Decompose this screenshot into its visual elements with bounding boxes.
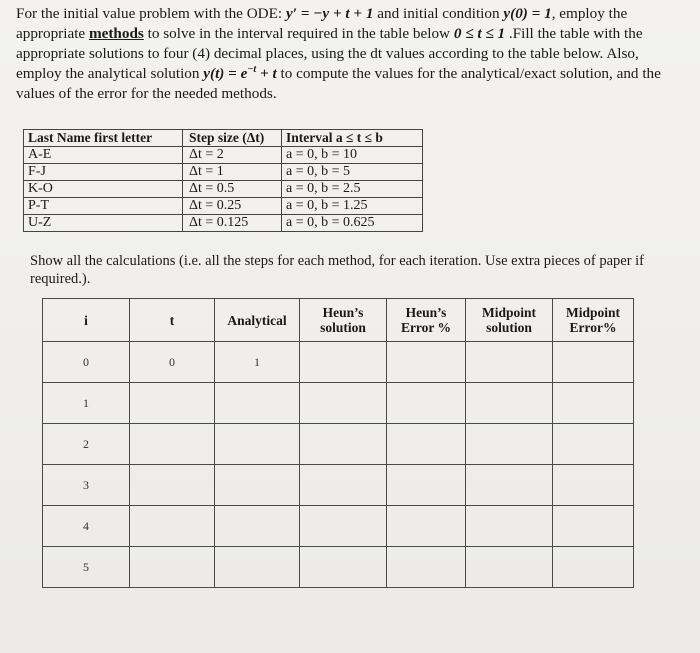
header-last-name: Last Name first letter xyxy=(24,130,183,147)
header-midpoint-solution xyxy=(466,299,553,342)
cell-i: 1 xyxy=(43,383,130,424)
header-interval: Interval a ≤ t ≤ b xyxy=(282,130,423,147)
header-i: i xyxy=(43,299,130,342)
cell-midpoint-solution xyxy=(466,383,553,424)
cell-heun-solution xyxy=(300,465,387,506)
intro-text-5: .Fill the table with the appropriate solutions to four (4) decimal places, using the dt values according to the table below. Also, employ the analytical solution xyxy=(16,25,643,82)
letter-range: U-Z xyxy=(24,215,183,232)
header-heun-solution xyxy=(300,299,387,342)
cell-i: 0 xyxy=(43,342,130,383)
cell-i: 5 xyxy=(43,547,130,588)
problem-statement xyxy=(16,4,676,104)
cell-heun-error xyxy=(387,383,466,424)
cell-heun-solution xyxy=(300,506,387,547)
letter-range: A-E xyxy=(24,147,183,164)
cell-midpoint-error xyxy=(553,383,634,424)
cell-heun-error xyxy=(387,342,466,383)
cell-i: 3 xyxy=(43,465,130,506)
cell-analytical xyxy=(215,506,300,547)
cell-analytical xyxy=(215,383,300,424)
cell-heun-solution xyxy=(300,342,387,383)
cell-t xyxy=(130,383,215,424)
cell-heun-error xyxy=(387,506,466,547)
ode-equation: y′ = −y + t + 1 xyxy=(285,5,374,22)
cell-t xyxy=(130,506,215,547)
cell-t: 0 xyxy=(130,342,215,383)
cell-t xyxy=(130,547,215,588)
table-row xyxy=(43,506,634,547)
cell-heun-solution xyxy=(300,383,387,424)
analytical-solution xyxy=(203,65,276,82)
interval: a = 0, b = 10 xyxy=(282,147,423,164)
header-step-size: Step size (Δt) xyxy=(183,130,282,147)
cell-midpoint-error xyxy=(553,506,634,547)
intro-text-3: , employ the appropriate xyxy=(16,5,628,42)
interval: a = 0, b = 0.625 xyxy=(282,215,423,232)
initial-condition: y(0) = 1 xyxy=(503,5,552,22)
intro-text-4: to solve in the interval required in the table below xyxy=(143,25,454,42)
cell-i: 4 xyxy=(43,506,130,547)
header-midpoint-error-line1: Midpoint xyxy=(565,305,620,320)
intro-text-2: and initial condition xyxy=(373,5,504,22)
cell-t xyxy=(130,465,215,506)
header-midpoint-error-line2: Error% xyxy=(569,320,617,335)
table-row xyxy=(24,147,423,164)
table-row xyxy=(43,383,634,424)
cell-midpoint-solution xyxy=(466,547,553,588)
letter-range: F-J xyxy=(24,164,183,181)
step-size: Δt = 1 xyxy=(183,164,282,181)
cell-midpoint-solution xyxy=(466,465,553,506)
cell-midpoint-error xyxy=(553,547,634,588)
table-row xyxy=(24,181,423,198)
step-size: Δt = 0.25 xyxy=(183,198,282,215)
intro-text-1: For the initial value problem with the ODE: xyxy=(16,5,286,22)
letter-range: P-T xyxy=(24,198,183,215)
header-heun-error-line1: Heun’s xyxy=(405,305,447,320)
cell-analytical xyxy=(215,465,300,506)
header-heun-line2: solution xyxy=(320,320,366,335)
letter-range: K-O xyxy=(24,181,183,198)
header-analytical: Analytical xyxy=(215,299,300,342)
solution-rhs: + t xyxy=(256,65,277,82)
interval-expression: 0 ≤ t ≤ 1 xyxy=(453,25,506,42)
header-midpoint-line1: Midpoint xyxy=(481,305,536,320)
step-size: Δt = 0.125 xyxy=(183,215,282,232)
solution-lhs: y(t) = e xyxy=(203,65,248,82)
table-row xyxy=(43,342,634,383)
methods-word: methods xyxy=(88,25,144,42)
cell-t xyxy=(130,424,215,465)
instructions-text: Show all the calculations (i.e. all the steps for each method, for each iteration. Use extra pieces of paper if required.). xyxy=(30,253,644,287)
cell-midpoint-error xyxy=(553,342,634,383)
step-size-header-row xyxy=(24,130,423,147)
cell-midpoint-error xyxy=(553,465,634,506)
header-midpoint-line2: solution xyxy=(486,320,532,335)
cell-analytical xyxy=(215,424,300,465)
header-midpoint-error xyxy=(553,299,634,342)
cell-heun-solution xyxy=(300,424,387,465)
solution-exponent: −t xyxy=(247,63,257,75)
cell-midpoint-solution xyxy=(466,506,553,547)
header-heun-error xyxy=(387,299,466,342)
table-row xyxy=(24,198,423,215)
cell-heun-solution xyxy=(300,547,387,588)
table-row xyxy=(24,164,423,181)
table-row xyxy=(24,215,423,232)
step-size: Δt = 0.5 xyxy=(183,181,282,198)
header-heun-error-line2: Error % xyxy=(400,320,452,335)
header-heun-line1: Heun’s xyxy=(322,305,364,320)
table-row xyxy=(43,465,634,506)
interval: a = 0, b = 1.25 xyxy=(282,198,423,215)
cell-i: 2 xyxy=(43,424,130,465)
interval: a = 0, b = 5 xyxy=(282,164,423,181)
interval: a = 0, b = 2.5 xyxy=(282,181,423,198)
results-header-row xyxy=(43,299,634,342)
cell-midpoint-solution xyxy=(466,342,553,383)
intro-text-6: to compute the values for the analytical/exact solution, and the values of the error for the needed methods. xyxy=(16,65,661,102)
cell-heun-error xyxy=(387,547,466,588)
header-t: t xyxy=(130,299,215,342)
results-table xyxy=(42,298,634,588)
table-row xyxy=(43,424,634,465)
cell-analytical: 1 xyxy=(215,342,300,383)
cell-analytical xyxy=(215,547,300,588)
step-size-table xyxy=(23,129,423,232)
cell-midpoint-solution xyxy=(466,424,553,465)
cell-heun-error xyxy=(387,465,466,506)
table-row xyxy=(43,547,634,588)
cell-heun-error xyxy=(387,424,466,465)
cell-midpoint-error xyxy=(553,424,634,465)
step-size: Δt = 2 xyxy=(183,147,282,164)
